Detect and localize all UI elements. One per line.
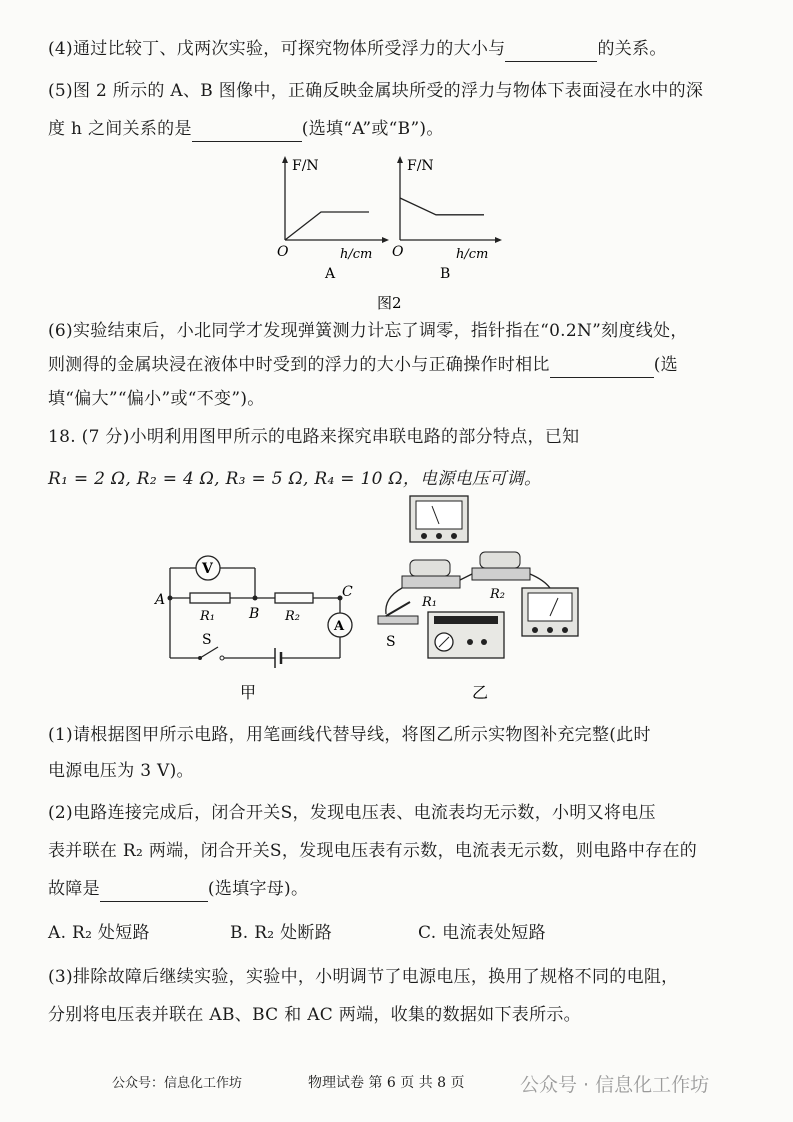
label-r2: R₂	[285, 609, 300, 624]
sub1-line2: 电源电压为 3 V)。	[48, 761, 194, 781]
sub2-line3-a: 故障是	[48, 879, 100, 899]
circuit-yi-caption: 乙	[472, 683, 489, 702]
ammeter-label: A	[334, 619, 345, 634]
footer-account: 公众号：信息化工作坊	[112, 1076, 243, 1091]
terminal	[421, 533, 427, 539]
resistor-r2-base	[472, 568, 530, 580]
graph-b-y-label: F/N	[407, 158, 434, 174]
sub1-line1: (1)请根据图甲所示电路，用笔画线代替导线，将图乙所示实物图补充完整(此时	[48, 725, 651, 745]
q18-line1: 18. (7 分)小明利用图甲所示的电路来探究串联电路的部分特点，已知	[48, 427, 580, 447]
real-circuit-yi	[372, 488, 592, 708]
wire	[460, 574, 472, 580]
q6-line3: 填“偏大”“偏小”或“不变”)。	[48, 389, 265, 409]
figure-2	[270, 150, 510, 320]
switch-contact	[220, 656, 224, 660]
terminal	[562, 627, 568, 633]
q5-line1: (5)图 2 所示的 A、B 图像中，正确反映金属块所受的浮力与物体下表面浸在水中的深	[48, 81, 704, 101]
option-a[interactable]: A. R₂ 处短路	[48, 923, 150, 943]
resistor-r2-body	[480, 552, 520, 568]
option-c[interactable]: C. 电流表处短路	[418, 923, 546, 943]
graph-b-name: B	[440, 266, 451, 282]
q6-line2	[48, 352, 678, 378]
terminal	[481, 639, 487, 645]
footer-page: 物理试卷 第 6 页 共 8 页	[308, 1075, 465, 1091]
watermark: 公众号 · 信息化工作坊	[520, 1074, 710, 1096]
terminal	[451, 533, 457, 539]
sub2-blank[interactable]	[100, 881, 208, 902]
node-a	[168, 596, 173, 601]
wire	[530, 574, 550, 588]
terminal	[547, 627, 553, 633]
graph-b-y-arrow	[397, 156, 403, 163]
graph-b-origin: O	[392, 244, 404, 260]
q18-resistors: R₁ = 2 Ω, R₂ = 4 Ω, R₃ = 5 Ω, R₄ = 10 Ω，电源电压可调。	[48, 469, 542, 489]
q6-line2-tail: (选	[653, 355, 678, 375]
voltmeter-label: V	[202, 561, 213, 577]
q6-line2-text: 则测得的金属块浸在液体中时受到的浮力的大小与正确操作时相比	[48, 355, 550, 375]
node-b	[253, 596, 258, 601]
q6-blank[interactable]	[550, 357, 654, 378]
resistor-r1	[190, 593, 230, 603]
resistor-r1-body	[410, 560, 450, 576]
q4-blank[interactable]	[505, 41, 597, 62]
q4-text: (4)通过比较丁、戊两次实验，可探究物体所受浮力的大小与	[48, 39, 506, 59]
terminal	[436, 533, 442, 539]
circuit-diagram-jia	[150, 548, 360, 708]
graph-b-x-arrow	[495, 237, 502, 243]
label-s: S	[202, 632, 212, 648]
q5-line2-a: 度 h 之间关系的是	[48, 119, 192, 139]
q4-tail: 的关系。	[597, 39, 667, 59]
graph-a-name: A	[325, 266, 336, 282]
switch-lever	[386, 602, 410, 616]
graph-a-y-label: F/N	[292, 158, 319, 174]
graph-a-line	[285, 212, 369, 240]
sub2-line3-b: (选填字母)。	[207, 879, 309, 899]
q5-blank[interactable]	[192, 121, 302, 142]
graph-b-x-label: h/cm	[456, 247, 489, 262]
graph-a-origin: O	[277, 244, 289, 260]
label-r1: R₁	[200, 609, 215, 624]
sub2-line3	[48, 876, 308, 902]
real-label-r1: R₁	[422, 595, 437, 610]
sub2-line2: 表并联在 R₂ 两端，闭合开关S，发现电压表有示数，电流表无示数，则电路中存在的	[48, 841, 698, 861]
figure-2-caption: 图2	[377, 294, 402, 312]
real-label-r2: R₂	[490, 587, 505, 602]
switch-contact	[198, 656, 202, 660]
real-label-s: S	[386, 634, 396, 650]
graph-a-x-label: h/cm	[340, 247, 373, 262]
power-supply-panel	[434, 616, 498, 624]
switch-s	[200, 647, 218, 658]
label-c: C	[342, 584, 353, 600]
voltmeter-dial	[416, 501, 462, 529]
graph-a-x-arrow	[382, 237, 389, 243]
sub3-line2: 分别将电压表并联在 AB、BC 和 AC 两端，收集的数据如下表所示。	[48, 1005, 581, 1025]
q5-line2	[48, 116, 444, 142]
option-b[interactable]: B. R₂ 处断路	[230, 923, 333, 943]
graph-a-y-arrow	[282, 156, 288, 163]
wire	[386, 588, 402, 614]
switch-base	[378, 616, 418, 624]
resistor-r1-base	[402, 576, 460, 588]
circuit-jia-caption: 甲	[240, 683, 257, 702]
label-b: B	[249, 606, 260, 622]
q5-line2-b: (选填“A”或“B”)。	[301, 119, 444, 139]
sub3-line1: (3)排除故障后继续实验，实验中，小明调节了电源电压，换用了规格不同的电阻，	[48, 967, 679, 987]
terminal	[532, 627, 538, 633]
resistor-r2	[275, 593, 313, 603]
q4-line	[48, 36, 667, 62]
graph-b-line	[400, 198, 484, 215]
terminal	[467, 639, 473, 645]
ammeter-dial	[528, 593, 572, 621]
q6-line1: (6)实验结束后，小北同学才发现弹簧测力计忘了调零，指针指在“0.2N”刻度线处，	[48, 321, 688, 341]
sub2-line1: (2)电路连接完成后，闭合开关S，发现电压表、电流表均无示数，小明又将电压	[48, 803, 656, 823]
label-a: A	[155, 592, 166, 608]
